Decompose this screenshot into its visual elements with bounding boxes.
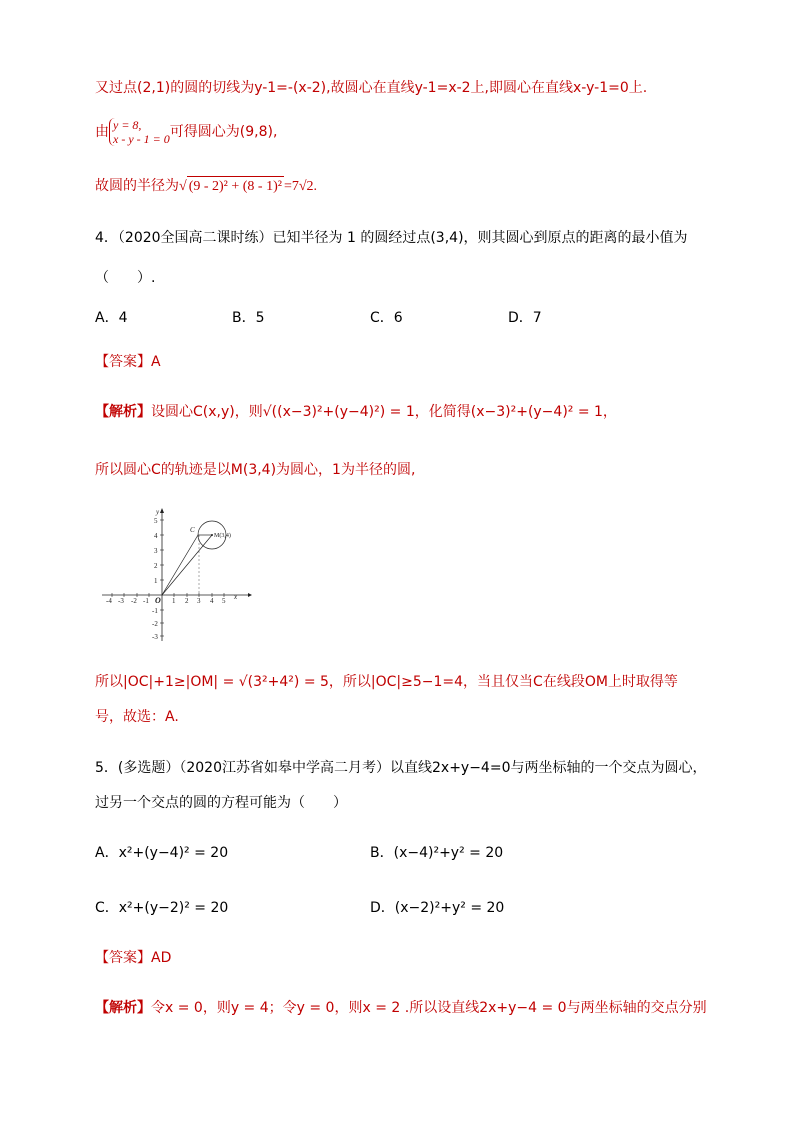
y-tick-label: -3: [152, 633, 158, 641]
q5-option-c: C．x²+(y−2)² = 20: [95, 900, 229, 916]
q4-stem-line2: （ ）.: [95, 270, 156, 286]
q5-analysis-text: 令x = 0，则y = 4；令y = 0，则x = 2 .所以设直线2x+y−4 = 0与两坐标轴的交点分别: [151, 1000, 707, 1016]
q4-conclusion-line1: 所以|OC|+1≥|OM| = √(3²+4²) = 5，所以|OC|≥5−1=4，当且仅当C在线段OM上时取得等: [95, 674, 678, 690]
q4-analysis-label: 【解析】: [95, 404, 151, 420]
y-tick-label: -1: [152, 607, 158, 615]
q5-stem-line1: 5．(多选题）（2020江苏省如皋中学高二月考）以直线2x+y−4=0与两坐标轴的一个交点为圆心，: [95, 760, 707, 776]
y-tick-label: 4: [154, 532, 158, 540]
q5-option-a: A．x²+(y−4)² = 20: [95, 845, 229, 861]
x-tick-label: -4: [106, 597, 112, 605]
q4-option-d: D．7: [508, 310, 542, 326]
x-axis-arrow: [248, 593, 252, 597]
q4-analysis-line1: [95, 402, 617, 422]
system-prefix: 由: [95, 124, 109, 140]
x-tick-label: 2: [185, 597, 189, 605]
coordinate-graph: [98, 505, 258, 645]
x-tick-label: 5: [222, 597, 226, 605]
radius-prefix: 故圆的半径为: [95, 178, 179, 194]
solution-line-tangent: 又过点(2,1)的圆的切线为y-1=-(x-2),故圆心在直线y-1=x-2上,即圆心在直线x-y-1=0上.: [95, 80, 648, 96]
q5-option-d: D．(x−2)²+y² = 20: [370, 900, 505, 916]
point-m-label: M(3,4): [214, 533, 231, 539]
point-m: [211, 534, 213, 536]
equation-system: [109, 118, 170, 146]
q4-conclusion-line2: 号，故选：A.: [95, 709, 179, 725]
q4-option-c: C．6: [370, 310, 403, 326]
radius-suffix: =7√2.: [283, 179, 318, 194]
q5-stem-line2: 过另一个交点的圆的方程可能为（ ）: [95, 795, 347, 811]
system-suffix: 可得圆心为(9,8),: [169, 124, 278, 140]
x-tick-label: 3: [197, 597, 201, 605]
q5-option-b: B．(x−4)²+y² = 20: [370, 845, 504, 861]
q5-answer: 【答案】AD: [95, 950, 172, 966]
point-c-label: C: [190, 526, 195, 534]
y-axis-label: y: [156, 508, 160, 516]
x-axis-label: x: [234, 593, 238, 601]
system-eq2: x - y - 1 = 0: [113, 132, 170, 146]
x-tick-label: -2: [131, 597, 137, 605]
x-tick-label: 1: [172, 597, 176, 605]
q4-option-b: B．5: [232, 310, 265, 326]
q4-analysis-line2: 所以圆心C的轨迹是以M(3,4)为圆心，1为半径的圆,: [95, 462, 416, 478]
y-tick-label: 1: [154, 577, 158, 585]
y-tick-label: 2: [154, 562, 158, 570]
segment-om: [162, 535, 212, 595]
x-tick-label: -1: [143, 597, 149, 605]
segment-oc: [162, 535, 198, 595]
radius-radical: (9 - 2)² + (8 - 1)²: [187, 176, 284, 197]
q5-analysis-line1: [95, 998, 707, 1018]
y-tick-label: -2: [152, 620, 158, 628]
y-tick-label: 5: [154, 517, 158, 525]
x-tick-label: 4: [210, 597, 214, 605]
q4-option-a: A．4: [95, 310, 128, 326]
q4-analysis-text: 设圆心C(x,y)，则√((x−3)²+(y−4)²) = 1，化简得(x−3)²+(y−4)² = 1，: [151, 404, 617, 420]
system-eq1: y = 8,: [113, 118, 142, 132]
solution-line-system: [95, 118, 277, 154]
q5-analysis-label: 【解析】: [95, 1000, 151, 1016]
origin-label: O: [155, 596, 161, 605]
y-tick-label: 3: [154, 547, 158, 555]
y-axis-arrow: [160, 508, 164, 513]
q4-stem-line1: 4．（2020全国高二课时练）已知半径为 1 的圆经过点(3,4)，则其圆心到原点的距离的最小值为: [95, 230, 688, 246]
x-tick-label: -3: [118, 597, 124, 605]
solution-line-radius: 故圆的半径为√ (9 - 2)² + (8 - 1)² =7√2.: [95, 176, 317, 197]
q4-answer: 【答案】A: [95, 354, 161, 370]
